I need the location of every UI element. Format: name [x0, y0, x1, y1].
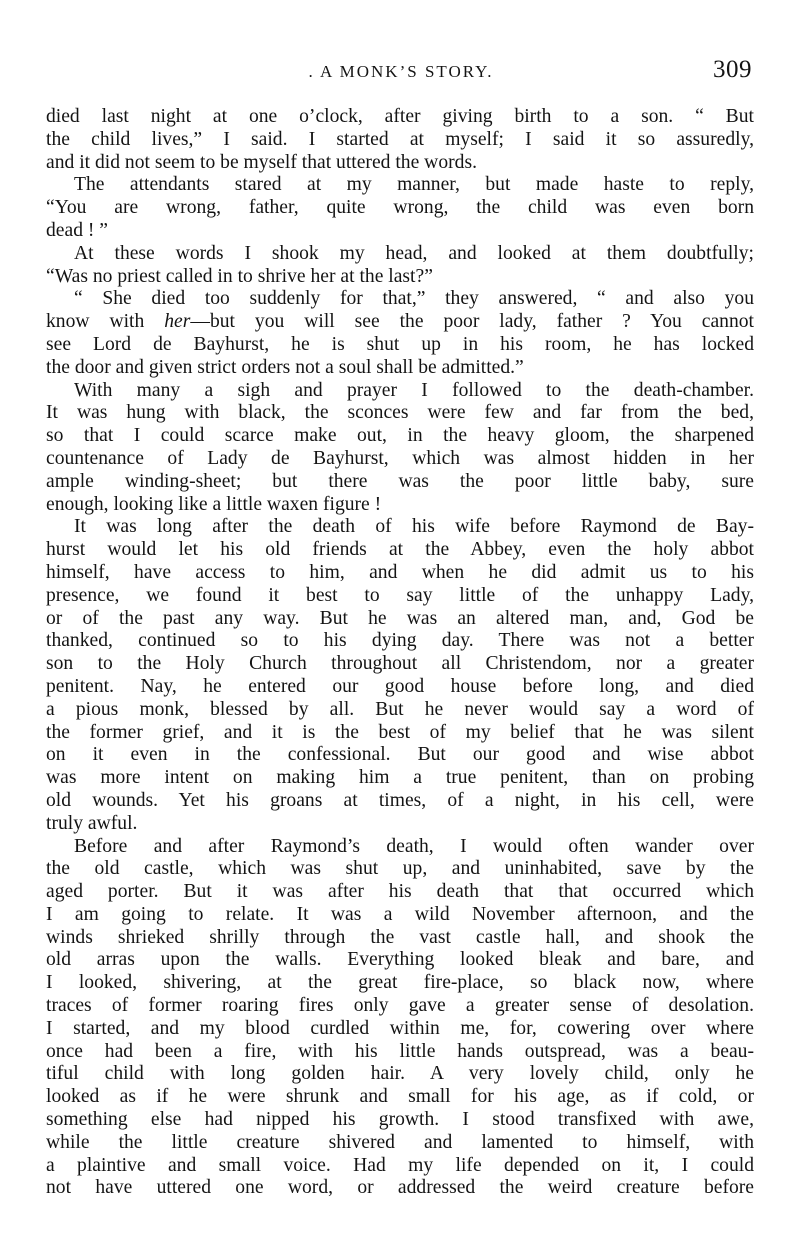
running-head: [44, 58, 758, 88]
text-line: “You are wrong, father, quite wrong, the child was even born: [46, 197, 754, 219]
text-line: At these words I shook my head, and looked at them doubtfully;: [74, 242, 754, 264]
text-line: thanked, continued so to his dying day. There was not a better: [46, 630, 754, 652]
text-line: looked as if he were shrunk and small for his age, as if cold, or: [46, 1086, 754, 1108]
text-line: With many a sigh and prayer I followed to the death-chamber.: [74, 379, 754, 401]
text-line: penitent. Nay, he entered our good house before long, and died: [46, 675, 754, 697]
text-line: I looked, shivering, at the great fire-place, so black now, where: [46, 972, 754, 994]
text-line: hurst would let his old friends at the Abbey, even the holy abbot: [46, 539, 754, 561]
page-number: 309: [713, 56, 752, 83]
text-line: [46, 311, 754, 334]
running-title: . A MONK’S STORY.: [308, 62, 494, 81]
text-line: or of the past any way. But he was an altered man, and, God be: [46, 607, 754, 629]
italic-word: her: [164, 311, 191, 333]
text-line: “ She died too suddenly for that,” they answered, “ and also you: [74, 288, 754, 310]
text-line: dead ! ”: [46, 219, 109, 241]
text-line: countenance of Lady de Bayhurst, which was almost hidden in her: [46, 447, 754, 469]
text-line: the old castle, which was shut up, and uninhabited, save by the: [46, 858, 754, 880]
text-line: It was long after the death of his wife before Raymond de Bay-: [74, 516, 754, 538]
text-line: so that I could scarce make out, in the heavy gloom, the sharpened: [46, 425, 754, 447]
text-line: the former grief, and it is the best of my belief that he was silent: [46, 721, 754, 743]
text-line: once had been a fire, with his little hands outspread, was a beau-: [46, 1040, 754, 1062]
text-line: on it even in the confessional. But our good and wise abbot: [46, 744, 754, 766]
text-line: himself, have access to him, and when he did admit us to his: [46, 561, 754, 583]
text-line: old arras upon the walls. Everything looked bleak and bare, and: [46, 949, 754, 971]
text-line: tiful child with long golden hair. A very lovely child, only he: [46, 1063, 754, 1085]
text-line: son to the Holy Church throughout all Christendom, nor a greater: [46, 653, 754, 675]
text-line-segment: know with: [46, 311, 165, 333]
text-line: while the little creature shivered and lamented to himself, with: [46, 1131, 754, 1153]
text-line: a pious monk, blessed by all. But he never would say a word of: [46, 698, 754, 720]
text-line: aged porter. But it was after his death that that occurred which: [46, 881, 754, 903]
text-line: The attendants stared at my manner, but made haste to reply,: [74, 174, 754, 196]
text-line: old wounds. Yet his groans at times, of a night, in his cell, were: [46, 789, 754, 811]
text-line: It was hung with black, the sconces were few and far from the bed,: [46, 402, 754, 424]
text-line: not have uttered one word, or addressed the weird creature before: [46, 1177, 754, 1199]
text-line: the door and given strict orders not a soul shall be admitted.”: [46, 356, 524, 378]
text-line: truly awful.: [46, 812, 138, 834]
text-line: “Was no priest called in to shrive her at the last?”: [46, 265, 433, 287]
text-line: the child lives,” I said. I started at myself; I said it so assuredly,: [46, 128, 754, 150]
text-line: a plaintive and small voice. Had my life depended on it, I could: [46, 1154, 754, 1176]
text-line: traces of former roaring fires only gave a greater sense of desolation.: [46, 995, 754, 1017]
text-line: something else had nipped his growth. I stood transfixed with awe,: [46, 1109, 754, 1131]
text-line: died last night at one o’clock, after giving birth to a son. “ But: [46, 106, 754, 127]
text-line: I am going to relate. It was a wild November afternoon, and the: [46, 903, 754, 925]
text-line: winds shrieked shrilly through the vast castle hall, and shook the: [46, 926, 754, 948]
text-line: ample winding-sheet; but there was the poor little baby, sure: [46, 470, 754, 492]
text-line: presence, we found it best to say little of the unhappy Lady,: [46, 584, 754, 606]
text-line: I started, and my blood curdled within me, for, cowering over where: [46, 1017, 754, 1039]
text-line: see Lord de Bayhurst, he is shut up in his room, he has locked: [46, 333, 754, 355]
text-line: was more intent on making him a true penitent, than on probing: [46, 767, 754, 789]
story-text: [46, 106, 754, 1200]
text-line: enough, looking like a little waxen figure !: [46, 493, 382, 515]
text-line-segment: —but you will see the poor lady, father ? You cannot: [190, 311, 754, 333]
text-line: Before and after Raymond’s death, I would often wander over: [74, 835, 754, 857]
text-line: and it did not seem to be myself that uttered the words.: [46, 151, 477, 173]
